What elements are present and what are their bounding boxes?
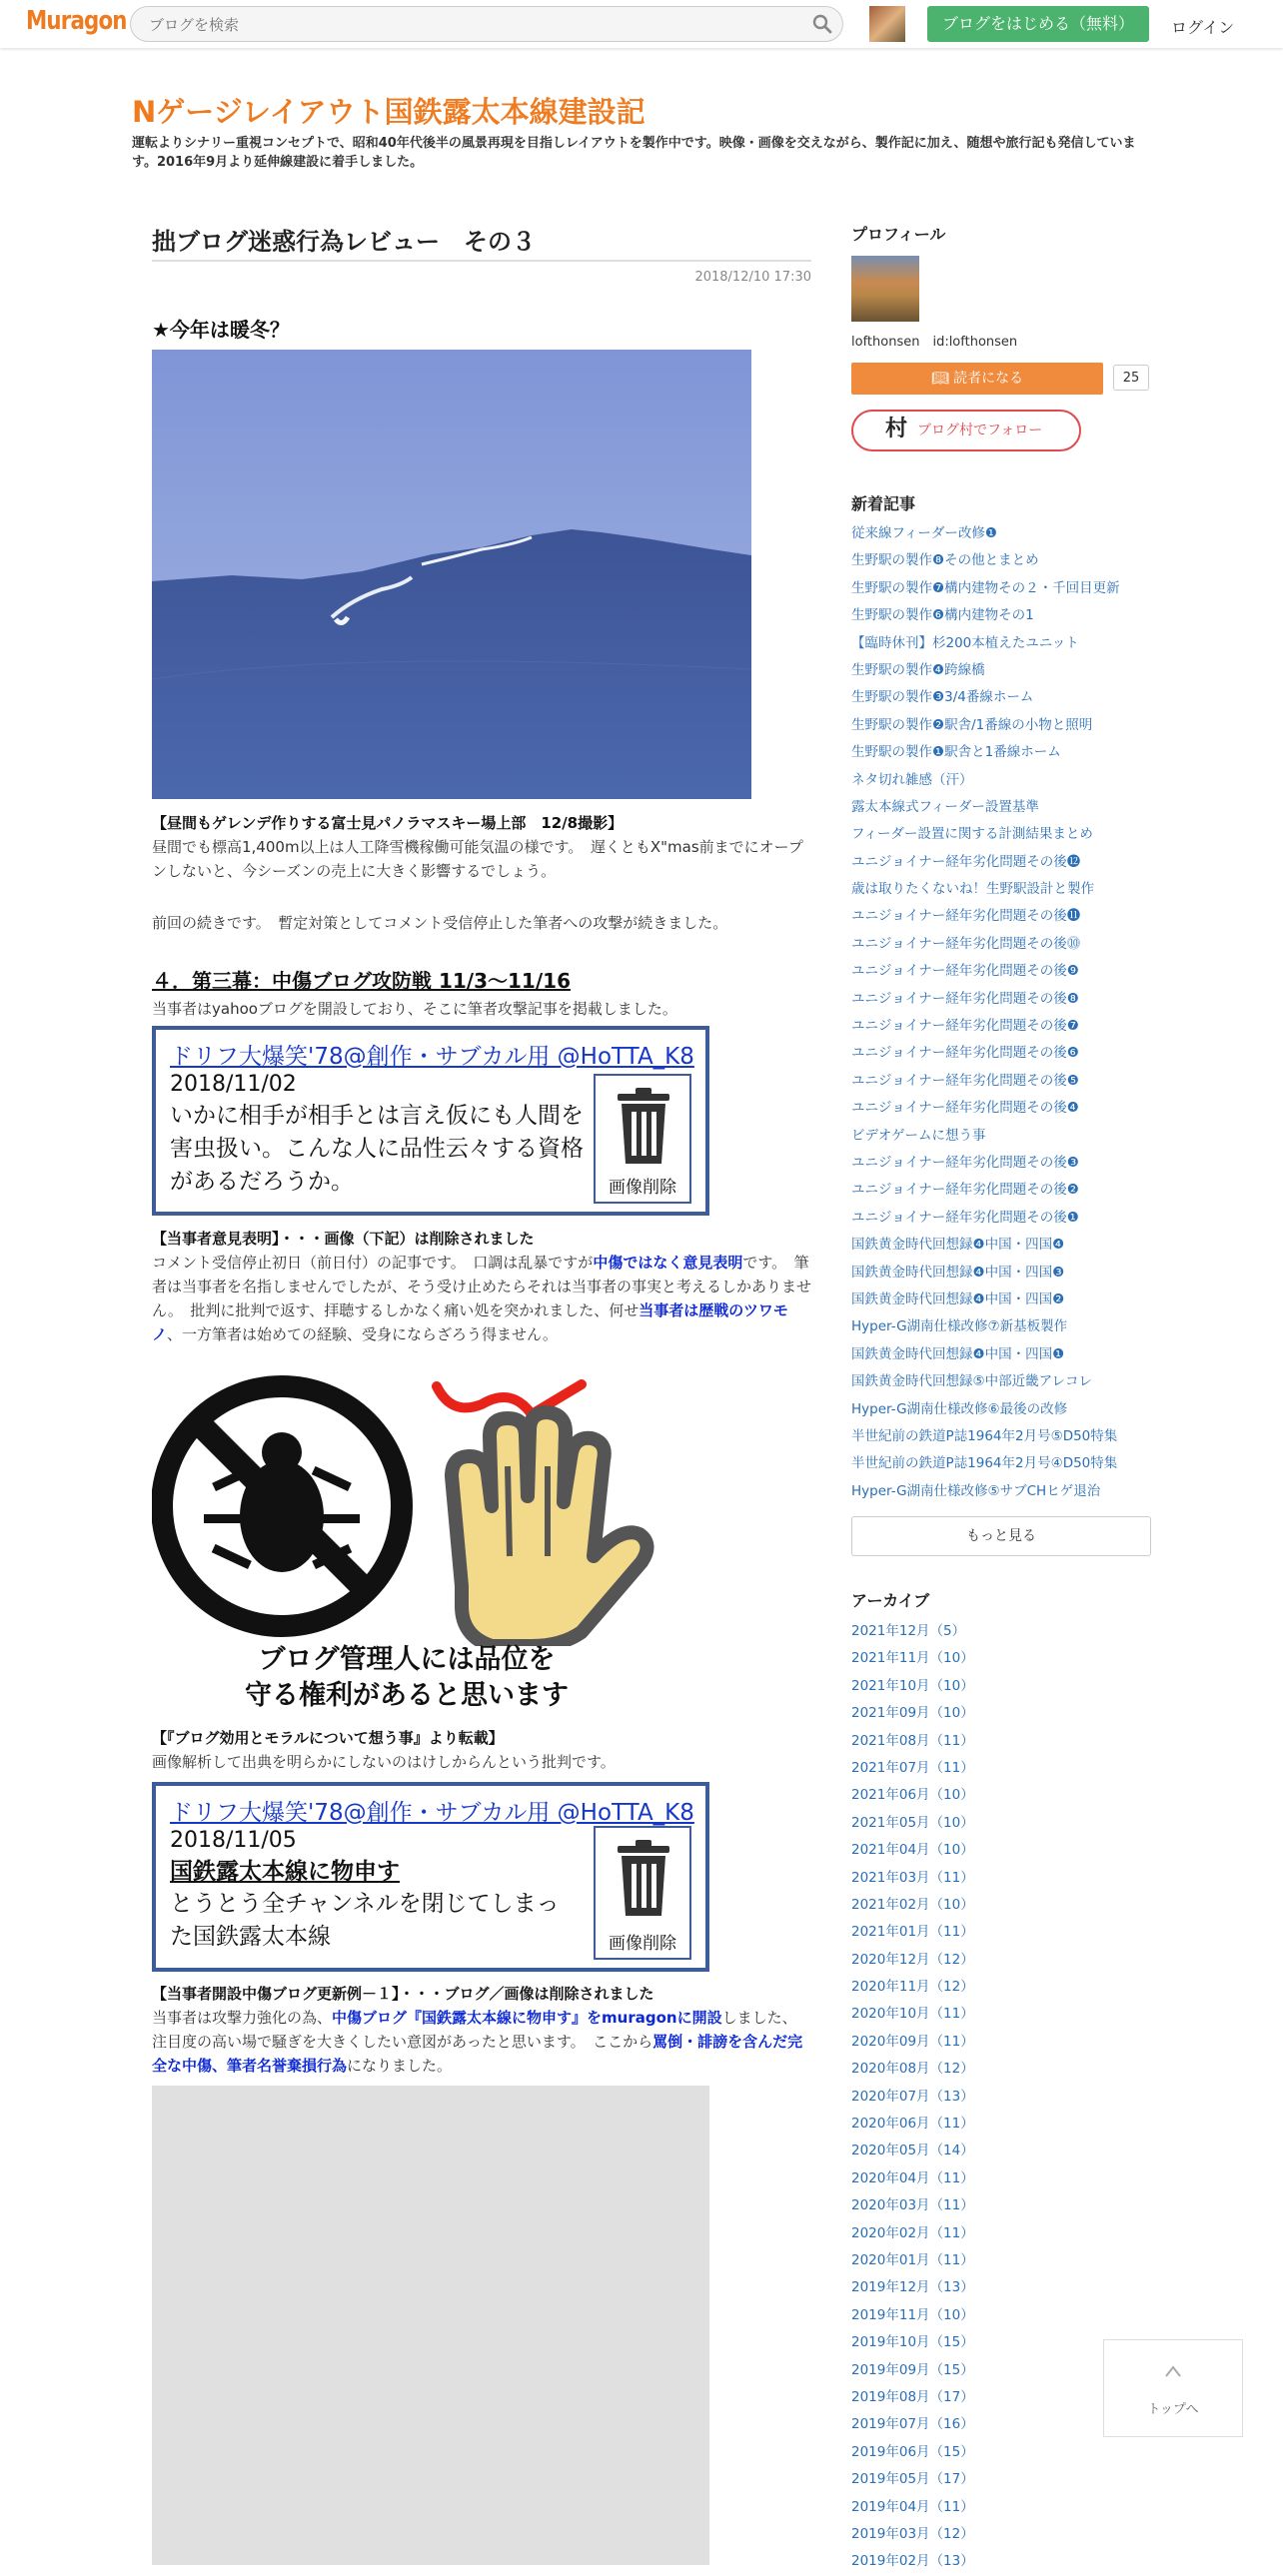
- blog-village-label: ブログ村でフォロー: [917, 423, 1043, 438]
- blog-title[interactable]: Nゲージレイアウト国鉄露太本線建設記: [132, 95, 645, 129]
- recent-post-item-link[interactable]: ネタ切れ雑感（汗）: [851, 771, 973, 788]
- recent-post-item[interactable]: [851, 876, 1120, 903]
- illustration-caption: [152, 1642, 661, 1714]
- recent-post-item-link[interactable]: Hyper-G湖南仕様改修⑤サブCHヒゲ退治: [851, 1482, 1101, 1499]
- archive-item-link[interactable]: 2021年01月（11）: [851, 1924, 974, 1941]
- deleted-image-badge: [594, 1826, 691, 1960]
- archive-item-link[interactable]: 2020年08月（12）: [851, 2061, 974, 2078]
- recent-post-item-link[interactable]: 【臨時休刊】杉200本植えたユニット: [851, 634, 1079, 651]
- recent-post-item[interactable]: [851, 849, 1120, 876]
- opinion-emphasis-2: 当事者は歴戦のツワモノ: [152, 1301, 788, 1343]
- recent-post-item[interactable]: [851, 1313, 1120, 1340]
- recent-post-item-link[interactable]: 歳は取りたくないね！生野駅設計と製作: [851, 881, 1094, 898]
- user-avatar[interactable]: [869, 6, 905, 42]
- recent-post-item[interactable]: [851, 520, 1120, 547]
- archive-item-link[interactable]: 2021年12月（5）: [851, 1623, 966, 1639]
- recent-post-item-link[interactable]: 国鉄黄金時代回想録❹中国・四国❸: [851, 1264, 1065, 1281]
- section2-intro: 当事者はyahooブログを開設しており、そこに筆者攻撃記事を掲載しました。: [152, 1000, 677, 1018]
- continued-text: 前回の続きです。 暫定対策としてコメント受信停止した筆者への攻撃が続きました。: [152, 914, 728, 932]
- recent-post-item[interactable]: [851, 1368, 1120, 1395]
- recent-post-item[interactable]: [851, 1287, 1120, 1313]
- slander-caption: 【当事者開設中傷ブログ更新例－１】・・・ブログ／画像は削除されました: [152, 1985, 654, 2003]
- recent-post-item[interactable]: [851, 1205, 1120, 1232]
- archive-item[interactable]: [851, 1728, 974, 1755]
- archive-item[interactable]: [851, 2247, 974, 2274]
- chevron-up-icon: [1164, 2364, 1182, 2378]
- recent-posts-list: [851, 520, 1120, 1505]
- archive-item[interactable]: [851, 2192, 974, 2219]
- recent-post-item[interactable]: [851, 794, 1120, 821]
- reprint-text: 画像解析して出典を明らかにしないのはけしからんという批判です。: [152, 1753, 616, 1771]
- search-input[interactable]: [147, 15, 790, 35]
- recent-post-item[interactable]: [851, 1177, 1120, 1204]
- archive-item[interactable]: [851, 2411, 974, 2438]
- opinion-section: [152, 1227, 811, 1346]
- recent-posts-heading: 新着記事: [851, 494, 916, 513]
- search-box[interactable]: [130, 6, 843, 42]
- archive-item-link[interactable]: 2020年10月（11）: [851, 2006, 974, 2023]
- muragon-logo[interactable]: Muragon: [26, 6, 127, 36]
- start-blog-button[interactable]: ブログをはじめる（無料）: [927, 6, 1149, 42]
- photo-description: 昼間でも標高1,400m以上は人工降雪機稼働可能気温の様です。 遅くともX"mas前までにオープンしないと、今シーズンの売上に大きく影響するでしょう。: [152, 838, 803, 880]
- illustration-caption-line-1: ブログ管理人には品位を: [258, 1644, 556, 1675]
- recent-post-item[interactable]: [851, 739, 1120, 766]
- illustration-caption-line-2: 守る権利があると思います: [245, 1680, 569, 1711]
- recent-post-item[interactable]: [851, 1341, 1120, 1368]
- recent-post-item-link[interactable]: ユニジョイナー経年劣化問題その後⓬: [851, 853, 1081, 870]
- archive-item-link[interactable]: 2020年04月（11）: [851, 2169, 974, 2186]
- slander-emphasis-2: 罵倒・誹謗を含んだ完全な中傷、筆者名誉棄損行為: [152, 2033, 803, 2075]
- become-reader-label: 読者になる: [953, 371, 1024, 387]
- recent-post-item[interactable]: [851, 1260, 1120, 1287]
- recent-post-item-link[interactable]: 生野駅の製作❸3/4番線ホーム: [851, 689, 1034, 706]
- recent-post-item-link[interactable]: 生野駅の製作❷駅舎/1番線の小物と照明: [851, 716, 1093, 733]
- become-reader-button[interactable]: [851, 363, 1103, 395]
- recent-post-item[interactable]: [851, 1450, 1120, 1477]
- recent-post-item-link[interactable]: 生野駅の製作❼構内建物その２・千回目更新: [851, 579, 1120, 596]
- archive-item-link[interactable]: 2021年06月（10）: [851, 1787, 974, 1804]
- ski-slope-photo: [152, 350, 751, 799]
- archive-item-link[interactable]: 2021年10月（10）: [851, 1677, 974, 1694]
- profile-avatar[interactable]: [851, 256, 919, 322]
- opinion-text: [152, 1251, 811, 1346]
- archive-heading: アーカイブ: [851, 1591, 930, 1610]
- archive-item-link[interactable]: 2019年12月（13）: [851, 2279, 974, 2296]
- recent-post-item-link[interactable]: Hyper-G湖南仕様改修⑦新基板製作: [851, 1318, 1068, 1335]
- recent-post-item[interactable]: [851, 767, 1120, 794]
- archive-item-link[interactable]: 2021年08月（11）: [851, 1732, 974, 1749]
- recent-post-item-link[interactable]: 従来線フィーダー改修❶: [851, 525, 998, 541]
- recent-post-item[interactable]: [851, 684, 1120, 711]
- trash-icon: [614, 1086, 673, 1166]
- recent-post-item[interactable]: [851, 712, 1120, 739]
- archive-item-link[interactable]: 2019年11月（10）: [851, 2306, 974, 2323]
- slander-emphasis-1: 中傷ブログ『国鉄露太本線に物申す』をmuragonに開設: [332, 2009, 722, 2027]
- archive-item-link[interactable]: 2021年07月（11）: [851, 1759, 974, 1776]
- recent-post-item[interactable]: [851, 630, 1120, 657]
- section-heading-warm-winter: ★今年は暖冬？: [152, 318, 290, 342]
- archive-item[interactable]: [851, 2548, 974, 2575]
- archive-item[interactable]: [851, 2329, 974, 2356]
- archive-item-link[interactable]: 2020年03月（11）: [851, 2197, 974, 2214]
- opinion-emphasis-1: 中傷ではなく意見表明: [593, 1254, 743, 1272]
- recent-post-item[interactable]: [851, 986, 1120, 1013]
- archive-item-link[interactable]: 2019年05月（17）: [851, 2471, 974, 2488]
- login-link[interactable]: ログイン: [1171, 18, 1235, 37]
- recent-post-item[interactable]: [851, 1478, 1120, 1505]
- recent-post-item-link[interactable]: ユニジョイナー経年劣化問題その後❸: [851, 1154, 1079, 1171]
- recent-post-item-link[interactable]: 半世紀前の鉄道P誌1964年2月号④D50特集: [851, 1455, 1118, 1472]
- recent-post-item-link[interactable]: ユニジョイナー経年劣化問題その後❻: [851, 1045, 1079, 1062]
- opinion-caption: 【当事者意見表明】・・・画像（下記）は削除されました: [152, 1230, 535, 1248]
- archive-item[interactable]: [851, 2111, 974, 2138]
- archive-item-link[interactable]: 2019年03月（12）: [851, 2525, 974, 2542]
- search-icon[interactable]: [812, 14, 832, 34]
- slander-text-e: になりました。: [347, 2057, 453, 2075]
- archive-item[interactable]: [851, 1673, 974, 1700]
- blog-village-follow-button[interactable]: [851, 410, 1081, 451]
- archive-item[interactable]: [851, 1892, 974, 1919]
- archive-item-link[interactable]: 2020年05月（14）: [851, 2143, 974, 2159]
- archive-item-link[interactable]: 2021年09月（10）: [851, 1705, 974, 1722]
- recent-post-item-link[interactable]: ユニジョイナー経年劣化問題その後❶: [851, 1209, 1079, 1226]
- archive-item-link[interactable]: 2019年09月（15）: [851, 2361, 974, 2378]
- recent-post-item-link[interactable]: ユニジョイナー経年劣化問題その後❼: [851, 1018, 1079, 1035]
- reprint-caption: 【『ブログ効用とモラルについて想う事』より転載】: [152, 1729, 504, 1747]
- archive-item[interactable]: [851, 1618, 974, 1645]
- reprint-section: [152, 1726, 811, 1774]
- section-heading-third-act: ４．第三幕：中傷ブログ攻防戦 11/3～11/16: [152, 969, 571, 993]
- archive-item[interactable]: [851, 2220, 974, 2247]
- archive-item[interactable]: [851, 2084, 974, 2111]
- deleted-post-card-1: [152, 1026, 709, 1216]
- card-author-link[interactable]: ドリフ大爆笑'78@創作・サブカル用 @HoTTA_K8: [170, 1044, 694, 1070]
- recent-post-item-link[interactable]: Hyper-G湖南仕様改修⑥最後の改修: [851, 1400, 1068, 1417]
- card-title: 国鉄露太本線に物申す: [170, 1859, 400, 1885]
- archive-item[interactable]: [851, 2165, 974, 2192]
- archive-item-link[interactable]: 2020年02月（11）: [851, 2224, 974, 2241]
- profile-heading: プロフィール: [851, 225, 946, 244]
- more-posts-button[interactable]: もっと見る: [851, 1516, 1151, 1556]
- archive-item-link[interactable]: 2019年08月（17）: [851, 2388, 974, 2405]
- archive-item-link[interactable]: 2020年06月（11）: [851, 2116, 974, 2133]
- slander-text-c: しました、注目度の高い場で騒ぎを大きくしたい意図があったと思います。 ここから: [152, 2009, 797, 2051]
- top-navigation-bar: [0, 0, 1283, 48]
- archive-item-link[interactable]: 2020年01月（11）: [851, 2251, 974, 2268]
- archive-item[interactable]: [851, 2138, 974, 2164]
- recent-post-item-link[interactable]: 国鉄黄金時代回想録⑤中部近畿アレコレ: [851, 1373, 1093, 1390]
- archive-item-link[interactable]: 2021年02月（10）: [851, 1896, 974, 1913]
- archive-item[interactable]: [851, 1700, 974, 1727]
- recent-post-item[interactable]: [851, 1396, 1120, 1423]
- recent-post-item-link[interactable]: 国鉄黄金時代回想録❹中国・四国❷: [851, 1290, 1065, 1307]
- recent-post-item[interactable]: [851, 602, 1120, 629]
- archive-item-link[interactable]: 2021年03月（11）: [851, 1869, 974, 1886]
- deleted-post-card-2: [152, 1782, 709, 1972]
- recent-post-item-link[interactable]: 露太本線式フィーダー設置基準: [851, 798, 1039, 815]
- archive-item[interactable]: [851, 1947, 974, 1974]
- recent-post-item[interactable]: [851, 903, 1120, 930]
- image-placeholder: [152, 2086, 709, 2565]
- book-icon: 📖︎: [930, 371, 954, 387]
- opinion-text-e: 、一方筆者は始めての経験、受身にならざろう得ません。: [167, 1325, 558, 1343]
- archive-item[interactable]: [851, 2274, 974, 2301]
- archive-item[interactable]: [851, 2384, 974, 2411]
- post-title[interactable]: 拙ブログ迷惑行為レビュー その３: [152, 228, 536, 256]
- recent-post-item[interactable]: [851, 821, 1120, 848]
- profile-name[interactable]: lofthonsen id:lofthonsen: [851, 335, 1018, 350]
- archive-item[interactable]: [851, 1837, 974, 1864]
- recent-post-item[interactable]: [851, 958, 1120, 985]
- trash-icon: [614, 1838, 673, 1918]
- card-text: いかに相手が相手とは言え仮にも人間を害虫扱い。こんな人に品性云々する資格があるだろうか。: [170, 1103, 584, 1195]
- photo-caption: 【昼間もゲレンデ作りする富士見パノラマスキー場上部 12/8撮影】: [152, 814, 624, 832]
- archive-item-link[interactable]: 2019年10月（15）: [851, 2334, 974, 2351]
- card-date: 2018/11/05: [170, 1828, 297, 1853]
- recent-post-item-link[interactable]: 生野駅の製作❽その他とまとめ: [851, 552, 1039, 569]
- archive-item-link[interactable]: 2020年07月（13）: [851, 2088, 974, 2105]
- recent-post-item[interactable]: [851, 1013, 1120, 1040]
- archive-list: [851, 1618, 974, 2576]
- archive-item-link[interactable]: 2021年05月（10）: [851, 1814, 974, 1831]
- recent-post-item[interactable]: [851, 1150, 1120, 1177]
- photo-caption-block: [152, 811, 811, 883]
- archive-item[interactable]: [851, 2466, 974, 2493]
- recent-post-item-link[interactable]: 半世紀前の鉄道P誌1964年2月号⑤D50特集: [851, 1427, 1118, 1444]
- archive-item[interactable]: [851, 2521, 974, 2548]
- recent-post-item[interactable]: [851, 1232, 1120, 1259]
- post-date: 2018/12/10 17:30: [694, 270, 811, 285]
- archive-item[interactable]: [851, 1645, 974, 1672]
- recent-post-item-link[interactable]: ユニジョイナー経年劣化問題その後⓾: [851, 935, 1081, 952]
- archive-item[interactable]: [851, 1974, 974, 2001]
- archive-item[interactable]: [851, 2001, 974, 2028]
- deleted-label: 画像削除: [609, 1178, 676, 1198]
- archive-item-link[interactable]: 2019年07月（16）: [851, 2416, 974, 2433]
- recent-post-item[interactable]: [851, 575, 1120, 602]
- recent-post-item-link[interactable]: ユニジョイナー経年劣化問題その後❾: [851, 963, 1079, 980]
- recent-post-item[interactable]: [851, 1040, 1120, 1067]
- recent-post-item-link[interactable]: ビデオゲームに想う事: [851, 1127, 986, 1144]
- archive-item-link[interactable]: 2019年02月（13）: [851, 2553, 974, 2570]
- archive-item[interactable]: [851, 2056, 974, 2083]
- recent-post-item[interactable]: [851, 1423, 1120, 1450]
- archive-item[interactable]: [851, 1755, 974, 1782]
- recent-post-item[interactable]: [851, 1068, 1120, 1095]
- recent-post-item-link[interactable]: ユニジョイナー経年劣化問題その後❹: [851, 1100, 1079, 1117]
- deleted-label: 画像削除: [609, 1934, 676, 1954]
- archive-item-link[interactable]: 2021年11月（10）: [851, 1650, 974, 1667]
- archive-item-link[interactable]: 2019年04月（11）: [851, 2498, 974, 2515]
- archive-item[interactable]: [851, 1782, 974, 1809]
- slander-text-a: 当事者は攻撃力強化の為、: [152, 2009, 333, 2027]
- card-date: 2018/11/02: [170, 1072, 297, 1097]
- archive-item-link[interactable]: 2020年09月（11）: [851, 2033, 974, 2050]
- archive-item[interactable]: [851, 2439, 974, 2466]
- archive-item[interactable]: [851, 1810, 974, 1837]
- archive-item[interactable]: [851, 1919, 974, 1946]
- slander-section: [152, 1982, 811, 2078]
- no-bugs-illustration: [152, 1356, 661, 1716]
- recent-post-item[interactable]: [851, 1095, 1120, 1122]
- archive-item[interactable]: [851, 1865, 974, 1892]
- recent-post-item[interactable]: [851, 547, 1120, 574]
- archive-item-link[interactable]: 2020年11月（12）: [851, 1979, 974, 1996]
- recent-post-item-link[interactable]: ユニジョイナー経年劣化問題その後❷: [851, 1182, 1079, 1199]
- title-divider: [152, 260, 811, 262]
- archive-item[interactable]: [851, 2029, 974, 2056]
- deleted-image-badge: [594, 1074, 691, 1204]
- archive-item[interactable]: [851, 2302, 974, 2329]
- recent-post-item-link[interactable]: 国鉄黄金時代回想録❹中国・四国❶: [851, 1345, 1065, 1362]
- opinion-text-a: コメント受信停止初日（前日付）の記事です。 口調は乱暴ですが: [152, 1254, 594, 1272]
- archive-item-link[interactable]: 2021年04月（10）: [851, 1842, 974, 1859]
- blog-village-icon: 村: [885, 417, 908, 441]
- recent-post-item[interactable]: [851, 931, 1120, 958]
- recent-post-item-link[interactable]: 生野駅の製作❶駅舎と1番線ホーム: [851, 744, 1061, 761]
- recent-post-item-link[interactable]: ユニジョイナー経年劣化問題その後❺: [851, 1072, 1079, 1089]
- recent-post-item[interactable]: [851, 1123, 1120, 1150]
- archive-item[interactable]: [851, 2357, 974, 2384]
- blog-description: 運転よりシナリー重視コンセプトで、昭和40年代後半の風景再現を目指しレイアウトを製作中です。映像・画像を交えながら、製作記に加え、随想や旅行記も発信しています。2016年9月より延伸線建設に着手しました。: [132, 136, 1136, 170]
- card-text: とうとう全チャンネルを閉じてしまった国鉄露太本線: [170, 1891, 560, 1950]
- back-to-top-label: トップへ: [1147, 2402, 1199, 2417]
- archive-item-link[interactable]: 2019年06月（15）: [851, 2443, 974, 2460]
- recent-post-item[interactable]: [851, 657, 1120, 684]
- archive-item-link[interactable]: 2020年12月（12）: [851, 1951, 974, 1968]
- opinion-text-c: です。 筆者は当事者を名指しませんでしたが、そう受け止めたらそれは当事者の事実と考えるしかありません。 批判に批判で返す、拝聴するしかなく痛い処を突かれました、何せ: [152, 1254, 812, 1319]
- recent-post-item-link[interactable]: フィーダー設置に関する計測結果まとめ: [851, 826, 1093, 843]
- reader-count: 25: [1113, 365, 1149, 391]
- recent-post-item-link[interactable]: ユニジョイナー経年劣化問題その後❽: [851, 990, 1079, 1007]
- card-author-link[interactable]: ドリフ大爆笑'78@創作・サブカル用 @HoTTA_K8: [170, 1800, 694, 1826]
- recent-post-item-link[interactable]: 国鉄黄金時代回想録❹中国・四国❹: [851, 1237, 1065, 1254]
- archive-item[interactable]: [851, 2494, 974, 2521]
- recent-post-item-link[interactable]: 生野駅の製作❻構内建物その1: [851, 607, 1034, 624]
- recent-post-item-link[interactable]: 生野駅の製作❹跨線橋: [851, 661, 985, 678]
- back-to-top-button[interactable]: [1103, 2339, 1243, 2437]
- slander-text: [152, 2006, 811, 2078]
- recent-post-item-link[interactable]: ユニジョイナー経年劣化問題その後⓫: [851, 908, 1081, 925]
